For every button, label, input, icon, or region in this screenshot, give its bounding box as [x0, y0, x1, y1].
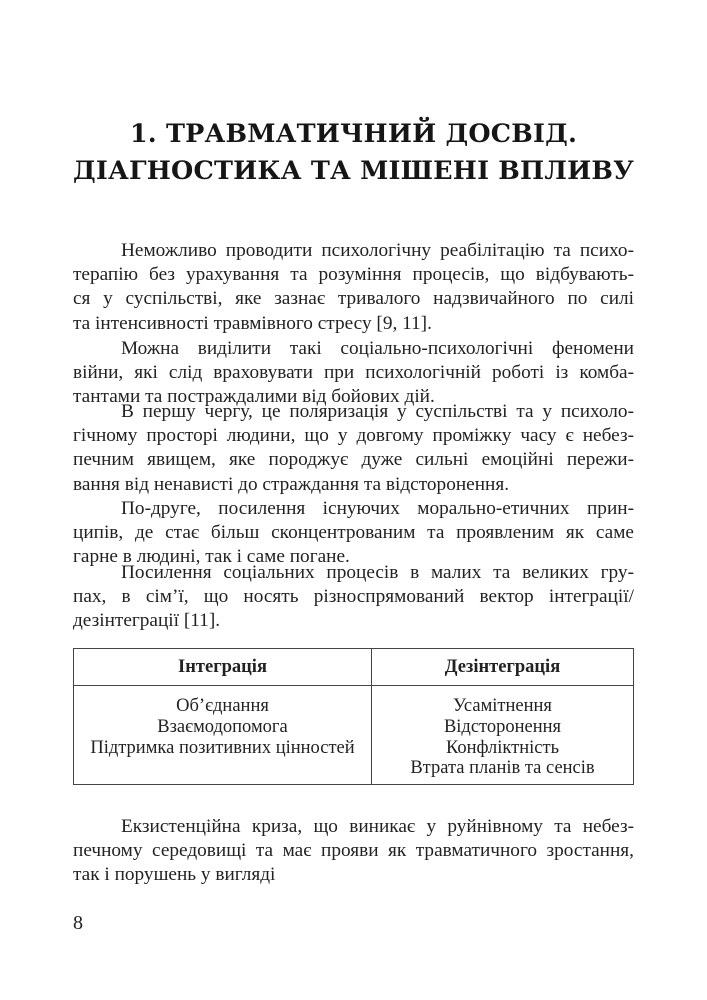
cell-item: Відсторонення — [443, 716, 562, 737]
integration-table — [73, 648, 634, 785]
text-line: війни, які слід враховувати при психологічній роботі із комба- — [73, 362, 634, 384]
text-line: В першу чергу, це поляризація у суспільстві та у психоло- — [121, 401, 634, 422]
integration-cell — [74, 686, 372, 785]
text-line: печному середовищі та має прояви як травматичного зростання, — [73, 840, 634, 862]
paragraph-2 — [73, 337, 634, 410]
paragraph-3 — [73, 400, 634, 497]
text-line: та інтенсивності травмівного стресу [9, 11]. — [73, 312, 432, 334]
table-row — [74, 686, 634, 785]
text-line: Посилення соціальних процесів в малих та великих гру- — [121, 562, 634, 583]
text-line: ципів, де стає більш сконцентрованим та проявленим як саме — [73, 522, 634, 544]
text-line: гічному просторі людини, що у довгому проміжку часу є небез- — [73, 425, 634, 447]
paragraph-4 — [73, 497, 634, 570]
paragraph-5 — [73, 561, 634, 634]
cell-item: Підтримка позитивних цінностей — [90, 737, 355, 758]
disintegration-cell — [372, 686, 634, 785]
header-disintegration: Дезінтеграція — [372, 649, 634, 686]
text-line: дезінтеграції [11]. — [73, 610, 221, 632]
chapter-heading — [40, 116, 667, 190]
text-line: тантами та постраждалими від бойових дій. — [73, 386, 435, 408]
table-header-row — [74, 649, 634, 686]
text-line: вання від ненависті до страждання та відсторонення. — [73, 473, 510, 495]
cell-item: Взаємодопомога — [157, 716, 288, 737]
text-line: гарне в людині, так і саме погане. — [73, 546, 350, 568]
cell-item: Усамітнення — [453, 696, 552, 716]
page-number: 8 — [73, 912, 83, 934]
cell-item: Конфліктність — [445, 737, 560, 758]
paragraph-1 — [73, 239, 634, 336]
text-line: так і порушень у вигляді — [73, 864, 276, 886]
cell-item: Втрата планів та сенсів — [410, 758, 595, 779]
text-line: печним явищем, яке породжує дуже сильні емоційні пережи- — [73, 449, 634, 471]
text-line: Неможливо проводити психологічну реабілітацію та психо- — [121, 240, 634, 261]
chapter-heading-line-1: 1. ТРАВМАТИЧНИЙ ДОСВІД. — [129, 119, 578, 149]
text-line: ся у суспільстві, яке зазнає тривалого надзвичайного по силі — [73, 288, 634, 310]
chapter-heading-line-2: ДІАГНОСТИКА ТА МІШЕНІ ВПЛИВУ — [72, 156, 635, 186]
cell-item: Об’єднання — [176, 696, 269, 716]
text-line: Можна виділити такі соціально-психологічні феномени — [121, 338, 634, 359]
text-line: пах, в сім’ї, що носять різноспрямований вектор інтеграції/ — [73, 586, 634, 608]
paragraph-6 — [73, 815, 634, 888]
text-line: Екзистенційна криза, що виникає у руйнівному та небез- — [121, 816, 634, 837]
header-integration: Інтеграція — [74, 649, 372, 686]
text-line: По-друге, посилення існуючих морально-етичних прин- — [121, 498, 634, 519]
text-line: терапію без урахування та розуміння процесів, що відбувають- — [73, 264, 634, 286]
